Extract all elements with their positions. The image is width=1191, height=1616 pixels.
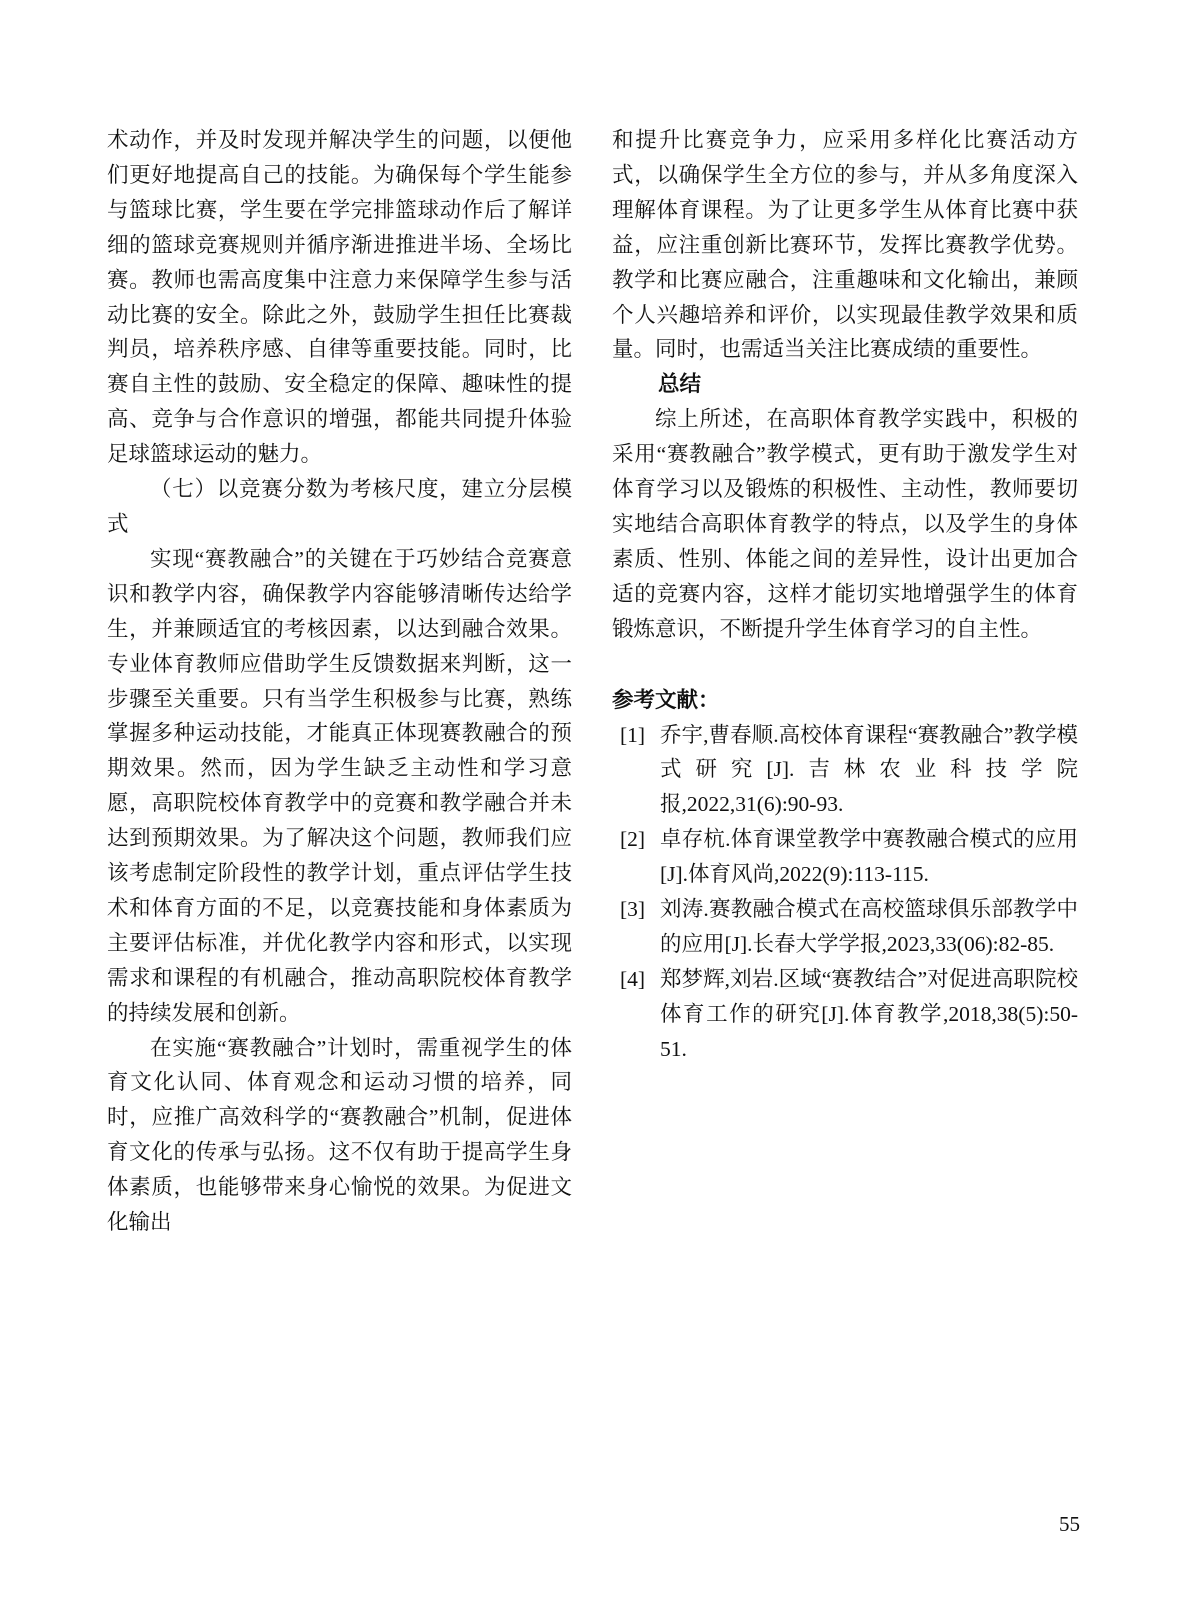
reference-item (612, 822, 1078, 892)
references-list (612, 718, 1078, 1067)
reference-item (612, 892, 1078, 962)
summary-heading: 总结 (658, 372, 702, 397)
reference-text: 乔宇,曹春顺.高校体育课程“赛教融合”教学模式研究[J].吉林农业科技学院报,2022,31(6):90-93. (660, 722, 1078, 817)
paragraph-continuation-right: 和提升比赛竞争力，应采用多样化比赛活动方式，以确保学生全方位的参与，并从多角度深入理解体育课程。为了让更多学生从体育比赛中获益，应注重创新比赛环节，发挥比赛教学优势。教学和比赛应融合，注重趣味和文化输出，兼顾个人兴趣培养和评价，以实现最佳教学效果和质量。同时，也需适当关注比赛成绩的重要性。 (612, 128, 1078, 362)
reference-marker: [3] (620, 897, 646, 922)
reference-text: 刘涛.赛教融合模式在高校篮球俱乐部教学中的应用[J].长春大学学报,2023,33(06):82-85. (660, 897, 1078, 956)
left-column (107, 123, 572, 1240)
reference-marker: [4] (620, 966, 646, 991)
page-content (107, 123, 1078, 1240)
reference-marker: [1] (620, 722, 646, 747)
reference-text: 郑梦辉,刘岩.区域“赛教结合”对促进高职院校体育工作的研究[J].体育教学,2018,38(5):50-51. (660, 966, 1078, 1061)
summary-paragraph: 综上所述，在高职体育教学实践中，积极的采用“赛教融合”教学模式，更有助于激发学生对体育学习以及锻炼的积极性、主动性，教师要切实地结合高职体育教学的特点，以及学生的身体素质、性别、体能之间的差异性，设计出更加合适的竞赛内容，这样才能切实地增强学生的体育锻炼意识，不断提升学生体育学习的自主性。 (612, 407, 1078, 641)
paragraph-three: 在实施“赛教融合”计划时，需重视学生的体育文化认同、体育观念和运动习惯的培养，同时，应推广高效科学的“赛教融合”机制，促进体育文化的传承与弘扬。这不仅有助于提高学生身体素质，也能够带来身心愉悦的效果。为促进文化输出 (107, 1035, 572, 1235)
references-heading: 参考文献： (612, 687, 720, 712)
right-column (612, 123, 1078, 1240)
reference-item (612, 962, 1078, 1067)
paragraph-two: 实现“赛教融合”的关键在于巧妙结合竞赛意识和教学内容，确保教学内容能够清晰传达给学生，并兼顾适宜的考核因素，以达到融合效果。专业体育教师应借助学生反馈数据来判断，这一步骤至关重要。只有当学生积极参与比赛，熟练掌握多种运动技能，才能真正体现赛教融合的预期效果。然而，因为学生缺乏主动性和学习意愿，高职院校体育教学中的竞赛和教学融合并未达到预期效果。为了解决这个问题，教师我们应该考虑制定阶段性的教学计划，重点评估学生技术和体育方面的不足，以竞赛技能和身体素质为主要评估标准，并优化教学内容和形式，以实现需求和课程的有机融合，推动高职院校体育教学的持续发展和创新。 (107, 546, 572, 1025)
page-number: 55 (1059, 1512, 1080, 1536)
subheading-seven: （七）以竞赛分数为考核尺度，建立分层模式 (107, 477, 572, 536)
reference-text: 卓存杭.体育课堂教学中赛教融合模式的应用[J].体育风尚,2022(9):113-115. (660, 827, 1078, 887)
reference-item (612, 718, 1078, 823)
reference-marker: [2] (620, 827, 646, 852)
paragraph-continuation-left: 术动作，并及时发现并解决学生的问题，以便他们更好地提高自己的技能。为确保每个学生能参与篮球比赛，学生要在学完排篮球动作后了解详细的篮球竞赛规则并循序渐进推进半场、全场比赛。教师也需高度集中注意力来保障学生参与活动比赛的安全。除此之外，鼓励学生担任比赛裁判员，培养秩序感、自律等重要技能。同时，比赛自主性的鼓励、安全稳定的保障、趣味性的提高、竞争与合作意识的增强，都能共同提升体验足球篮球运动的魅力。 (107, 128, 572, 467)
